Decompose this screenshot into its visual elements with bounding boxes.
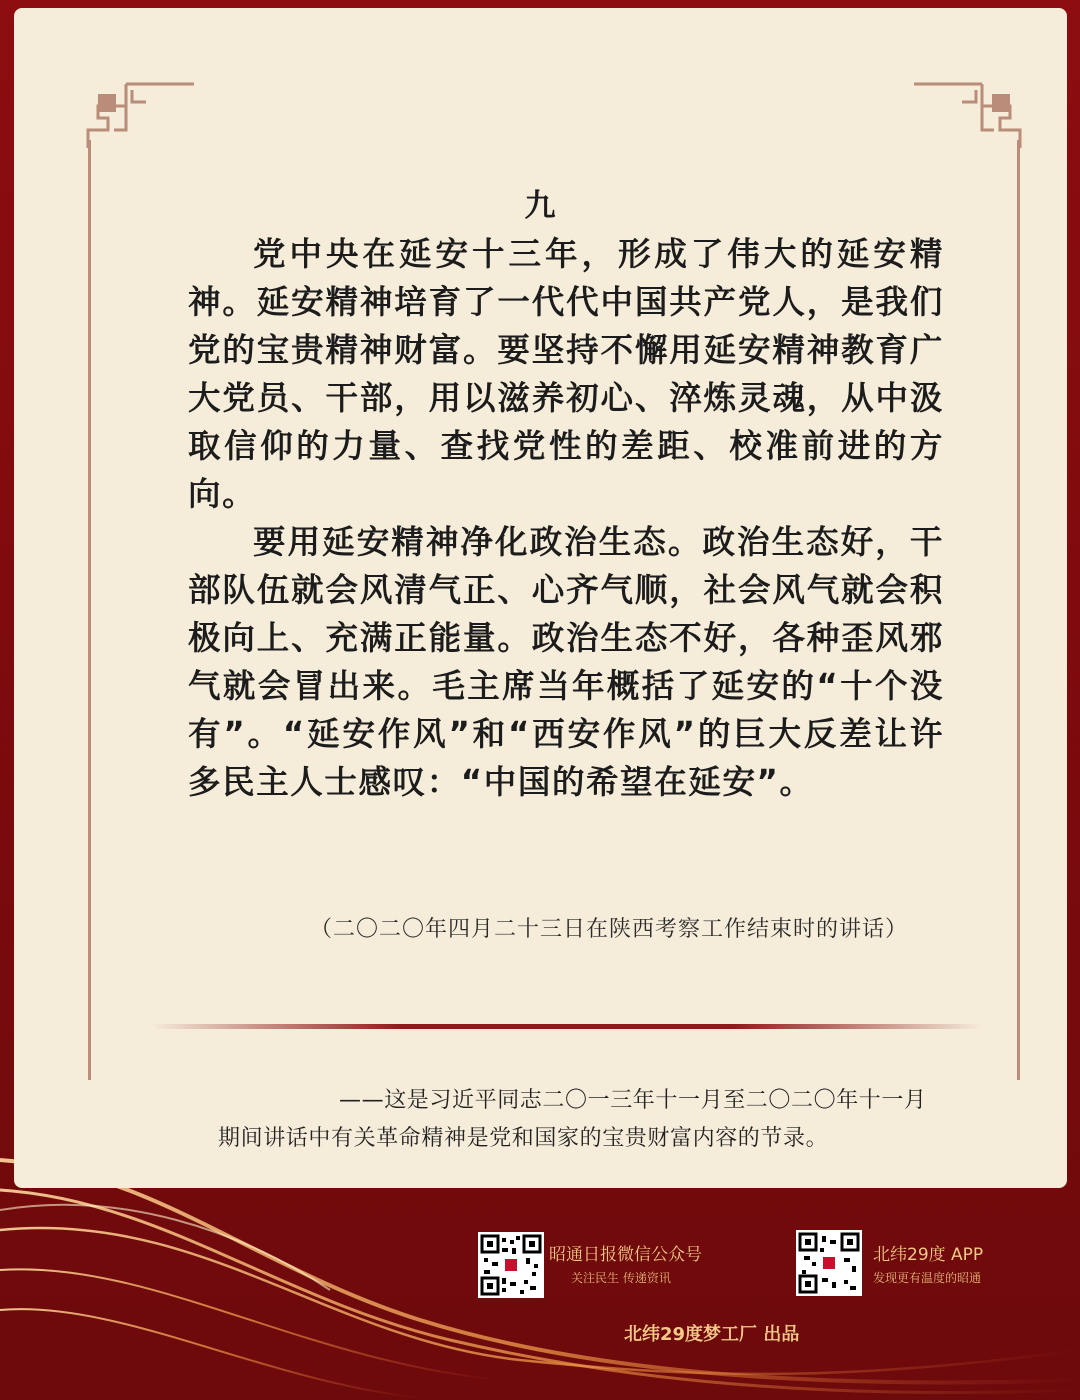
wechat-subtitle: 关注民生 传递资讯 xyxy=(571,1271,671,1285)
paragraph: 党中央在延安十三年，形成了伟大的延安精神。延安精神培育了一代代中国共产党人，是我们党的宝贵精神财富。要坚持不懈用延安精神教育广大党员、干部，用以滋养初心、淬炼灵魂，从中汲取信仰的力量、查找党性的差距、校准前进的方向。 xyxy=(188,235,944,513)
speech-excerpt xyxy=(188,230,944,806)
excerpt-note: ——这是习近平同志二〇一三年十一月至二〇二〇年十一月期间讲话中有关革命精神是党和国家的宝贵财富内容的节录。 xyxy=(218,1088,927,1151)
paragraph: 要用延安精神净化政治生态。政治生态好，干部队伍就会风清气正、心齐气顺，社会风气就会积极向上、充满正能量。政治生态不好，各种歪风邪气就会冒出来。毛主席当年概括了延安的“十个没有”。“延安作风”和“西安作风”的巨大反差让许多民主人士感叹：“中国的希望在延安”。 xyxy=(188,523,944,801)
frame-right-line xyxy=(1017,140,1020,1080)
divider xyxy=(152,1024,982,1029)
corner-ornament-right xyxy=(912,78,1022,150)
wechat-qr-code xyxy=(478,1232,544,1298)
app-qr-code xyxy=(796,1230,862,1296)
app-subtitle: 发现更有温度的昭通 xyxy=(873,1271,982,1285)
section-number: 九 xyxy=(524,188,556,224)
speech-attribution: （二〇二〇年四月二十三日在陕西考察工作结束时的讲话） xyxy=(310,917,909,942)
corner-ornament-left xyxy=(86,78,196,150)
producer-credit: 北纬29度梦工厂 出品 xyxy=(624,1324,800,1345)
app-title: 北纬29度 APP xyxy=(873,1245,984,1265)
wechat-title: 昭通日报微信公众号 xyxy=(549,1245,702,1265)
frame-left-line xyxy=(88,140,91,1080)
